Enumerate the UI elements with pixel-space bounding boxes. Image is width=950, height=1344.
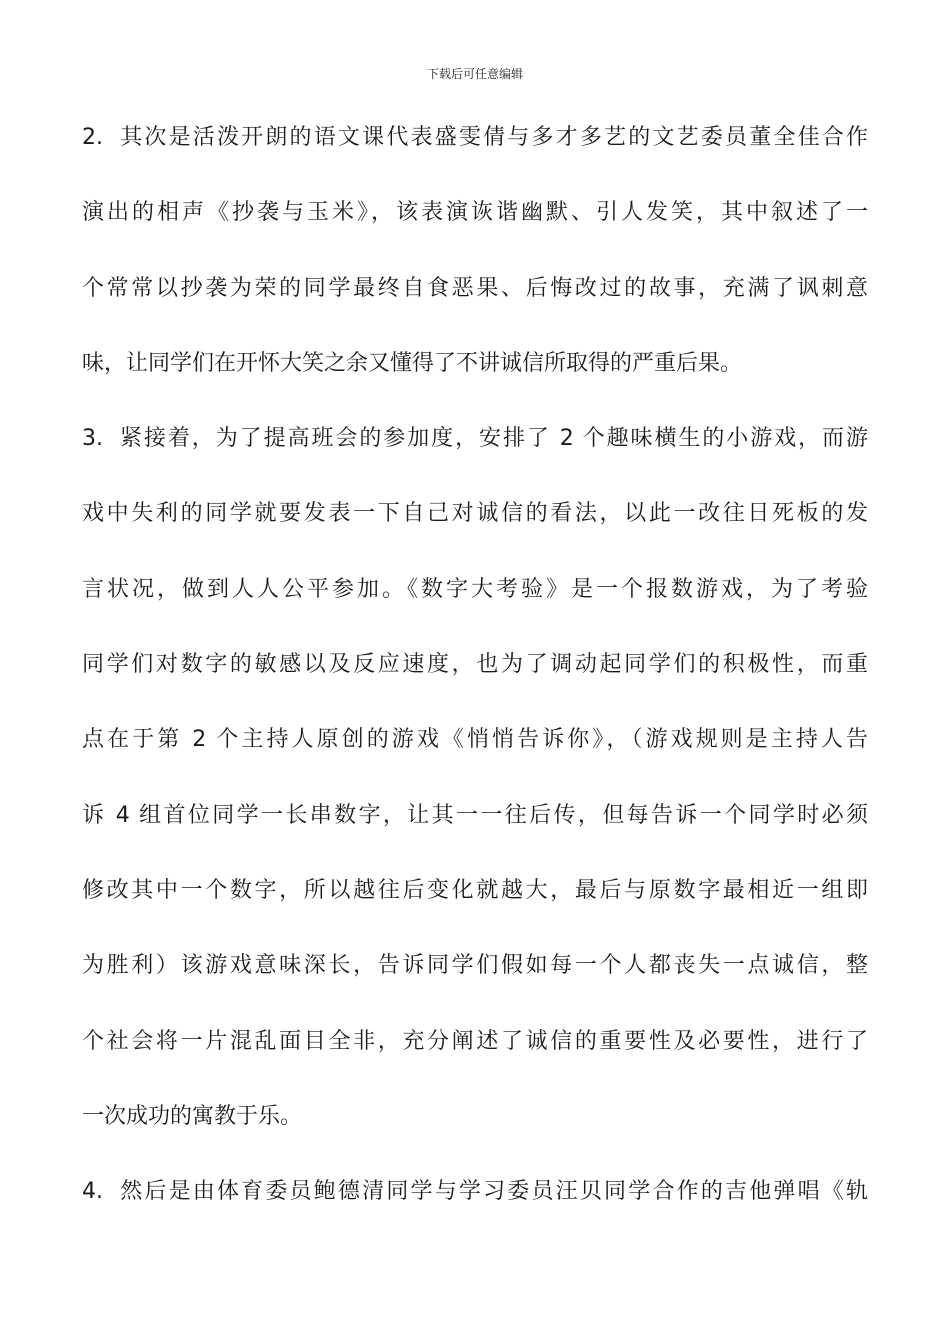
- paragraph-line: 演出的相声《抄袭与玉米》，该表演诙谐幽默、引人发笑，其中叙述了一: [82, 200, 868, 226]
- paragraph-line: 修改其中一个数字，所以越往后变化就越大，最后与原数字最相近一组即: [82, 877, 868, 903]
- paragraph-line: 点在于第 2 个主持人原创的游戏《悄悄告诉你》，（游戏规则是主持人告: [82, 727, 868, 753]
- paragraph-line: 戏中失利的同学就要发表一下自己对诚信的看法，以此一改往日死板的发: [82, 501, 868, 527]
- paragraph-line: 言状况，做到人人公平参加。《数字大考验》是一个报数游戏，为了考验: [82, 576, 868, 602]
- paragraph-4: [82, 1154, 868, 1229]
- paragraph-number: 3.: [82, 426, 103, 452]
- page-header: 下载后可任意编辑: [426, 67, 523, 81]
- paragraph-line: [82, 1154, 868, 1229]
- paragraph-number: 2.: [82, 125, 103, 150]
- paragraph-line: 为胜利）该游戏意味深长，告诉同学们假如每一个人都丧失一点诚信，整: [82, 953, 868, 979]
- paragraph-line: 个社会将一片混乱面目全非，充分阐述了诚信的重要性及必要性，进行了: [82, 1028, 868, 1054]
- paragraph-line: 同学们对数字的敏感以及反应速度，也为了调动起同学们的积极性，而重: [82, 652, 868, 678]
- paragraph-line: 个常常以抄袭为荣的同学最终自食恶果、后悔改过的故事，充满了讽刺意: [82, 275, 868, 301]
- paragraph-line: [82, 401, 868, 476]
- paragraph-3: [82, 401, 868, 1154]
- line-text: 紧接着，为了提高班会的参加度，安排了 2 个趣味横生的小游戏，而游: [118, 426, 868, 452]
- line-text: 其次是活泼开朗的语文课代表盛雯倩与多才多艺的文艺委员董全佳合作: [118, 125, 868, 150]
- paragraph-line: 诉 4 组首位同学一长串数字，让其一一往后传，但每告诉一个同学时必须: [82, 802, 868, 828]
- paragraph-line: 味，让同学们在开怀大笑之余又懂得了不讲诚信所取得的严重后果。: [82, 350, 743, 376]
- paragraph-number: 4.: [82, 1179, 103, 1205]
- paragraph-line: [82, 100, 868, 175]
- paragraph-2: [82, 100, 868, 401]
- line-text: 然后是由体育委员鲍德清同学与学习委员汪贝同学合作的吉他弹唱《轨: [118, 1179, 868, 1205]
- paragraph-line: 一次成功的寓教于乐。: [82, 1103, 303, 1129]
- document-body: [82, 100, 868, 1229]
